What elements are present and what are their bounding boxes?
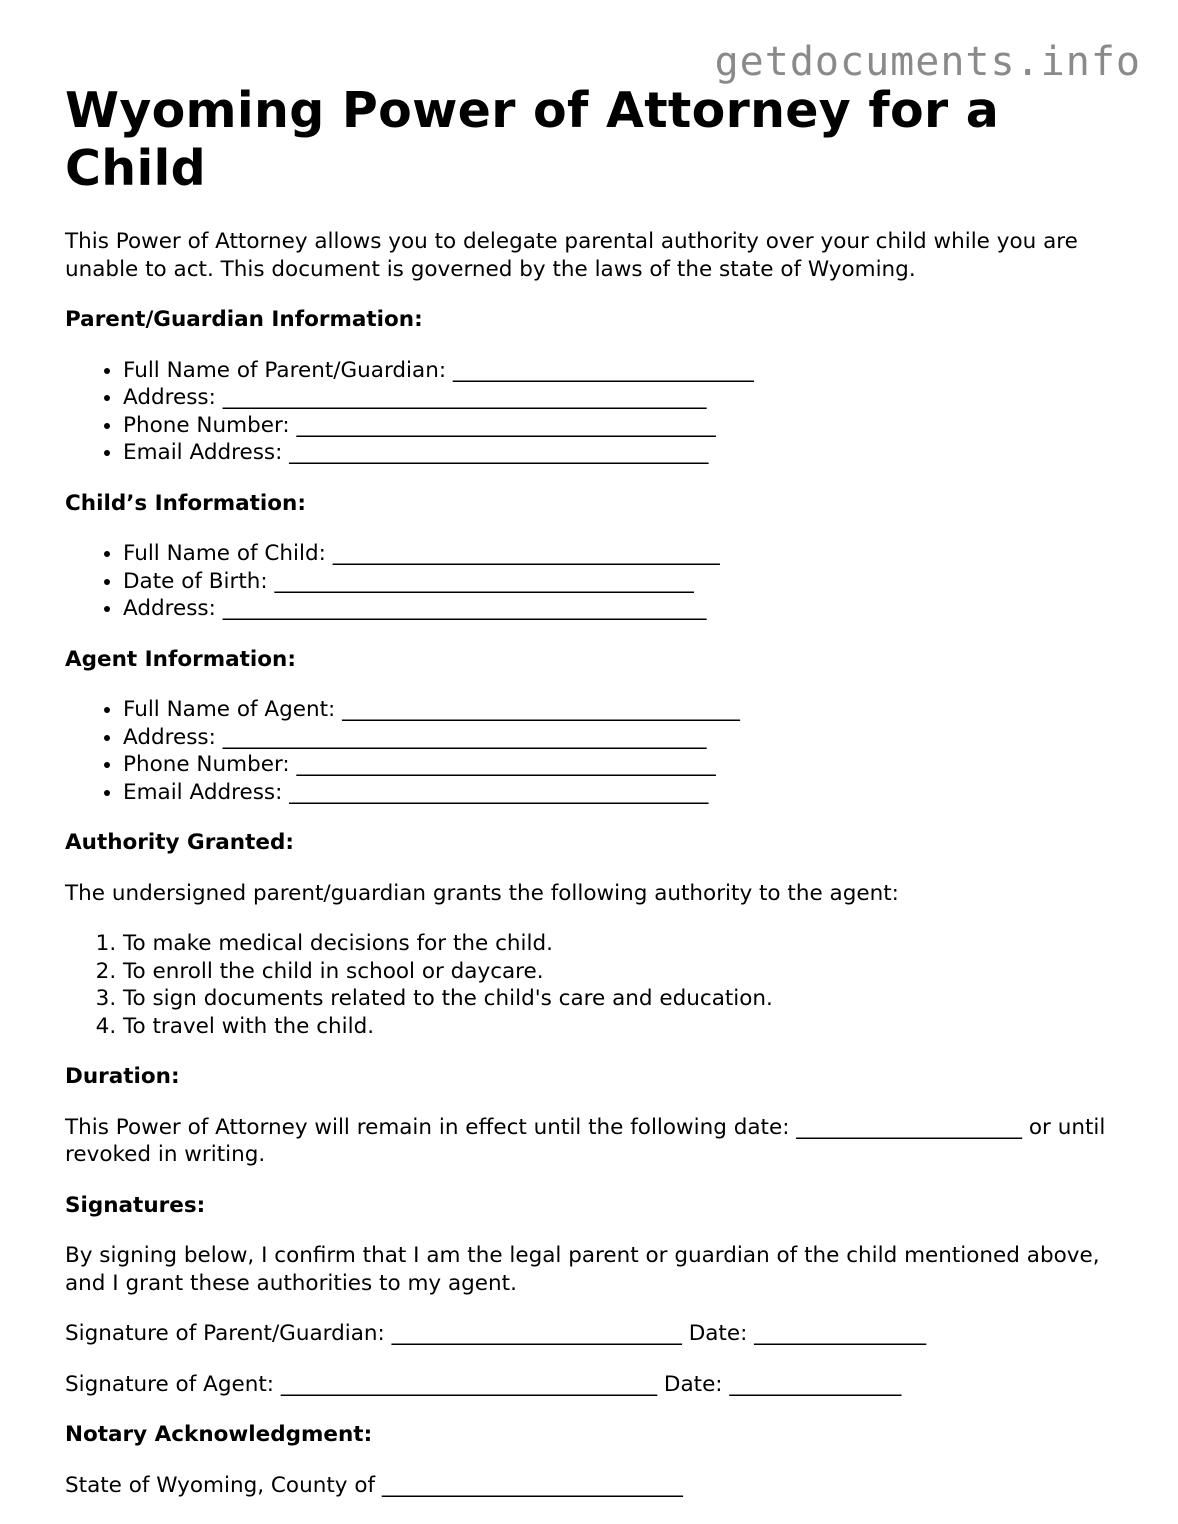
child-address-field[interactable]: • Address: _____________________________________________	[123, 595, 1125, 623]
authority-item: 1. To make medical decisions for the child.	[123, 930, 1125, 958]
parent-name-field[interactable]: • Full Name of Parent/Guardian: ____________________________	[123, 357, 1125, 385]
child-name-field[interactable]: • Full Name of Child: ____________________________________	[123, 540, 1125, 568]
parent-address-field[interactable]: • Address: _____________________________________________	[123, 384, 1125, 412]
parent-signature-line[interactable]: Signature of Parent/Guardian: ___________________________ Date: ________________	[65, 1321, 927, 1346]
duration-text[interactable]: This Power of Attorney will remain in effect until the following date: _____________________ or until revoked in writing.	[65, 1114, 1106, 1167]
notary-section-heading: Notary Acknowledgment:	[65, 1422, 373, 1447]
parent-section-heading: Parent/Guardian Information:	[65, 307, 423, 332]
agent-email-field[interactable]: • Email Address: _______________________________________	[123, 779, 1125, 807]
authority-intro: The undersigned parent/guardian grants the following authority to the agent:	[65, 880, 899, 906]
parent-phone-field[interactable]: • Phone Number: _______________________________________	[123, 412, 1125, 440]
intro-paragraph: This Power of Attorney allows you to delegate parental authority over your child while you are unable to act. This document is governed by the laws of the state of Wyoming.	[65, 229, 1078, 282]
document-page	[65, 82, 1125, 1499]
parent-fields-list	[65, 357, 1125, 467]
agent-address-field[interactable]: • Address: _____________________________________________	[123, 724, 1125, 752]
child-section-heading: Child’s Information:	[65, 490, 306, 516]
signatures-text: By signing below, I confirm that I am the legal parent or guardian of the child mentioned above, and I grant these authorities to my agent.	[65, 1243, 1100, 1296]
child-dob-field[interactable]: • Date of Birth: _______________________________________	[123, 568, 1125, 596]
authority-list	[65, 930, 1125, 1040]
duration-section-heading: Duration:	[65, 1064, 180, 1089]
parent-email-field[interactable]: • Email Address: _______________________________________	[123, 439, 1125, 467]
signatures-section-heading: Signatures:	[65, 1192, 206, 1218]
page-title: Wyoming Power of Attorney for a Child	[65, 82, 1000, 197]
notary-county-line[interactable]: State of Wyoming, County of ____________________________	[65, 1472, 683, 1498]
agent-signature-line[interactable]: Signature of Agent: ___________________________________ Date: ________________	[65, 1371, 902, 1397]
authority-item: 2. To enroll the child in school or daycare.	[123, 958, 1125, 986]
agent-phone-field[interactable]: • Phone Number: _______________________________________	[123, 751, 1125, 779]
authority-item: 4. To travel with the child.	[123, 1013, 1125, 1041]
agent-name-field[interactable]: • Full Name of Agent: _____________________________________	[123, 696, 1125, 724]
watermark-text: getdocuments.info	[714, 39, 1141, 85]
agent-fields-list	[65, 696, 1125, 806]
authority-item: 3. To sign documents related to the child's care and education.	[123, 985, 1125, 1013]
authority-section-heading: Authority Granted:	[65, 830, 294, 855]
child-fields-list	[65, 540, 1125, 623]
agent-section-heading: Agent Information:	[65, 646, 296, 672]
